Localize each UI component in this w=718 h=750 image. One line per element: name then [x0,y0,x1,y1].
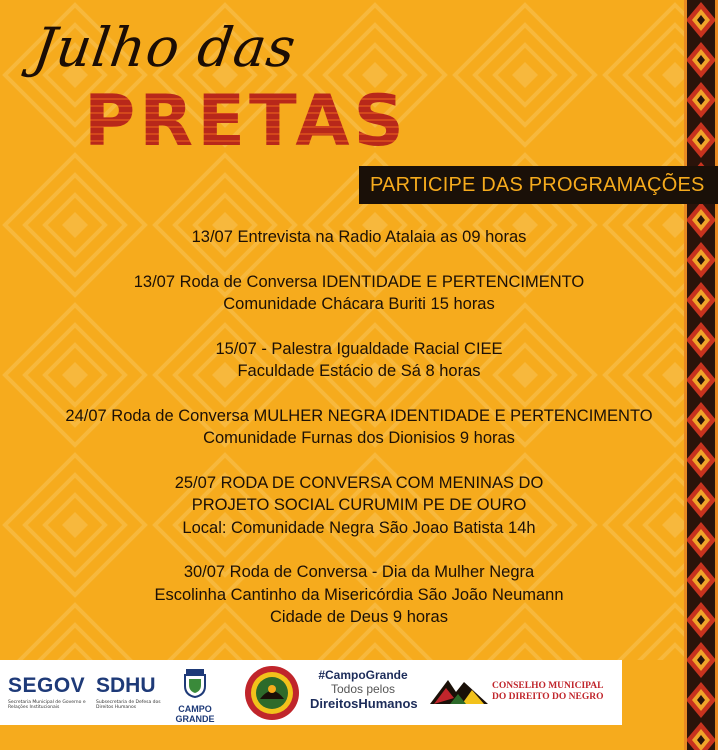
event-item [0,561,718,629]
segov-logo [8,674,88,739]
conselho-line-2: DO DIREITO DO NEGRO [492,692,604,702]
event-item [0,405,718,450]
hashtag-text: #CampoGrande [318,668,408,682]
community-seal-icon [244,665,300,721]
hashtag-tail: DireitosHumanos [310,696,418,711]
event-line: Cidade de Deus 9 horas [270,608,448,626]
event-item [0,271,718,316]
event-line: PROJETO SOCIAL CURUMIM PE DE OURO [191,496,527,514]
event-line: 24/07 Roda de Conversa MULHER NEGRA IDENTIDADE E PERTENCIMENTO [65,406,653,425]
campo-grande-logo [160,668,230,733]
event-line: Escolinha Cantinho da Misericórdia São João Neumann [154,585,564,604]
event-line: 13/07 Roda de Conversa IDENTIDADE E PERTENCIMENTO [133,272,585,291]
events-list [0,226,718,651]
event-item [0,226,718,249]
event-line: 25/07 RODA DE CONVERSA COM MENINAS DO [174,473,544,492]
sdhu-name: SDHU [96,674,156,697]
title-script: Julho das [29,16,301,79]
conselho-logo [428,674,618,739]
event-line: 30/07 Roda de Conversa - Dia da Mulher Negra [183,563,535,581]
hashtag-subtext: Todos pelos [330,682,396,696]
event-line: 13/07 Entrevista na Radio Atalaia as 09 horas [191,228,527,246]
sdhu-logo [96,674,166,739]
event-line: Local: Comunidade Negra São Joao Batista 14h [182,518,536,537]
conselho-mark-icon [428,674,490,708]
campaign-hashtag [310,668,416,733]
event-line: Comunidade Furnas dos Dionisios 9 horas [203,429,515,447]
sdhu-subtitle: Subsecretaria de Defesa dos Direitos Humanos [96,700,161,710]
event-item [0,338,718,383]
event-line: 15/07 - Palestra Igualdade Racial CIEE [215,339,503,358]
title-main: PRETAS [84,80,408,162]
segov-subtitle: Secretaria Municipal de Governo e Relações Institucionais [8,700,86,710]
city-crest-icon [181,668,209,698]
segov-name: SEGOV [8,674,86,697]
event-item [0,472,718,540]
conselho-line-1: CONSELHO MUNICIPAL [492,681,604,691]
sponsor-logo-bar [0,660,622,725]
banner-text: PARTICIPE DAS PROGRAMAÇÕES [370,174,705,196]
campo-grande-name: CAMPO GRANDE [175,704,215,724]
conselho-text [492,681,603,703]
event-line: Faculdade Estácio de Sá 8 horas [237,362,481,380]
programs-banner [359,166,718,204]
event-line: Comunidade Chácara Buriti 15 horas [223,295,495,313]
